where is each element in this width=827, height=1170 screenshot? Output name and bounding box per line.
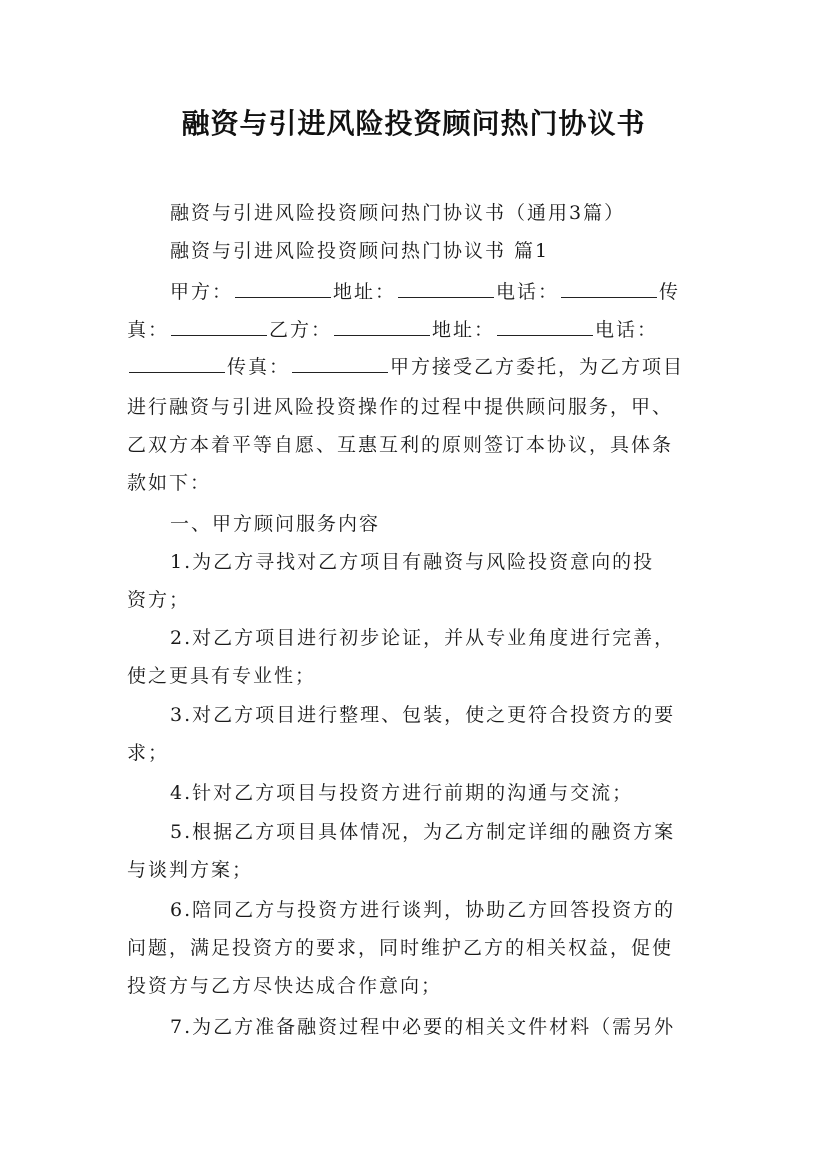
list-item-continued: 问题，满足投资方的要求，同时维护乙方的相关权益，促使 — [127, 937, 674, 959]
paragraph-line: 款如下： — [127, 472, 212, 494]
address-label: 地址： — [333, 281, 397, 303]
list-item-continued: 资方； — [127, 589, 191, 611]
party-info-line-2 — [127, 315, 707, 345]
fax-blank — [171, 315, 267, 336]
list-item-continued: 使之更具有专业性； — [127, 665, 317, 687]
list-item: 1.为乙方寻找对乙方项目有融资与风险投资意向的投 — [170, 551, 655, 573]
list-item-continued: 求； — [127, 742, 170, 764]
list-item-continued: 与谈判方案； — [127, 859, 254, 881]
paragraph-line: 乙双方本着平等自愿、互惠互利的原则签订本协议，具体条 — [127, 434, 674, 456]
fax-label-start: 传 — [659, 281, 681, 303]
fax-b-blank — [292, 352, 388, 373]
section-heading: 融资与引进风险投资顾问热门协议书 篇1 — [170, 240, 550, 262]
phone-label: 电话： — [496, 281, 560, 303]
list-item: 4.针对乙方项目与投资方进行前期的沟通与交流； — [170, 782, 634, 804]
intro-text: 甲方接受乙方委托，为乙方项目 — [390, 356, 685, 378]
subtitle-line: 融资与引进风险投资顾问热门协议书（通用3篇） — [170, 202, 626, 224]
document-title: 融资与引进风险投资顾问热门协议书 — [181, 107, 646, 140]
list-item: 3.对乙方项目进行整理、包装，使之更符合投资方的要 — [170, 704, 676, 726]
section-heading: 一、甲方顾问服务内容 — [170, 513, 381, 535]
list-item: 6.陪同乙方与投资方进行谈判，协助乙方回答投资方的 — [170, 899, 676, 921]
party-a-blank — [235, 277, 331, 298]
party-a-label: 甲方： — [170, 281, 234, 303]
address-blank — [398, 277, 494, 298]
fax-b-label: 传真： — [227, 356, 291, 378]
phone-b-label: 电话： — [595, 319, 659, 341]
party-b-label: 乙方： — [269, 319, 333, 341]
phone-b-blank — [129, 352, 225, 373]
list-item: 2.对乙方项目进行初步论证，并从专业角度进行完善， — [170, 627, 676, 649]
fax-label-end: 真： — [127, 319, 170, 341]
list-item-continued: 投资方与乙方尽快达成合作意向； — [127, 975, 443, 997]
party-info-line-3 — [127, 352, 707, 382]
phone-blank — [561, 277, 657, 298]
address-b-blank — [497, 315, 593, 336]
address-b-label: 地址： — [432, 319, 496, 341]
party-b-blank — [334, 315, 430, 336]
list-item: 5.根据乙方项目具体情况，为乙方制定详细的融资方案 — [170, 821, 676, 843]
paragraph-line: 进行融资与引进风险投资操作的过程中提供顾问服务，甲、 — [127, 396, 674, 418]
list-item: 7.为乙方准备融资过程中必要的相关文件材料（需另外 — [170, 1016, 676, 1038]
party-info-line-1 — [170, 277, 710, 307]
